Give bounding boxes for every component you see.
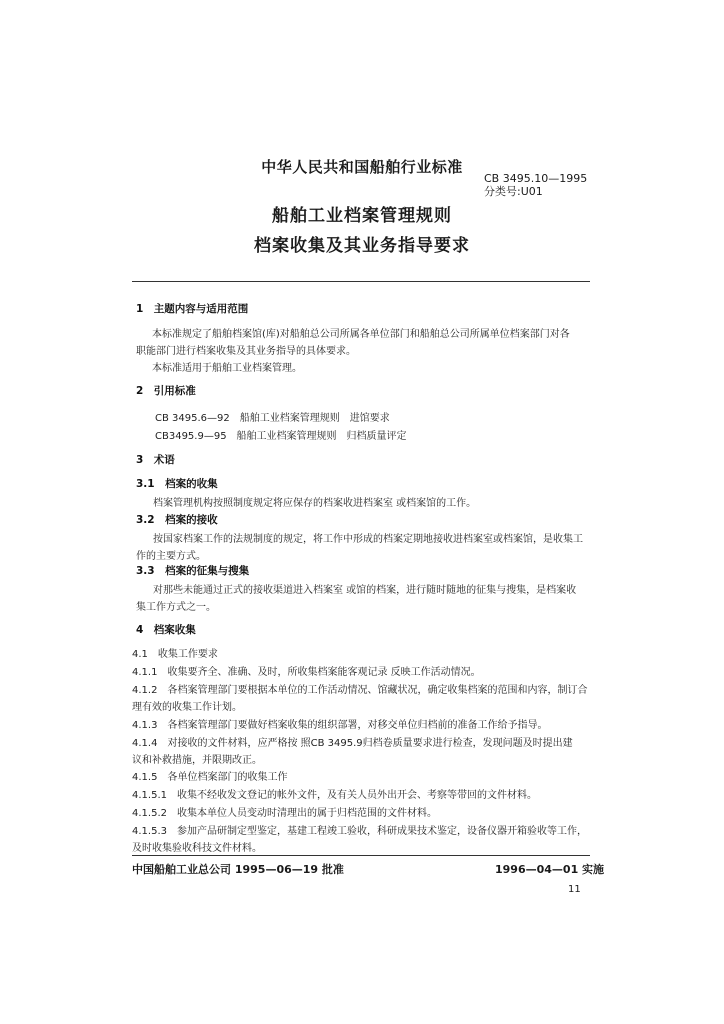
standard-code: CB 3495.10—1995 xyxy=(484,172,588,185)
clause-4-1-5-3-line: 及时收集验收科技文件材料。 xyxy=(132,843,262,854)
classification-number: 分类号:U01 xyxy=(484,185,543,198)
page-number: 11 xyxy=(568,884,581,895)
approval-statement: 中国船舶工业总公司 1995—06—19 批准 xyxy=(132,863,344,876)
clause-4-1-4-line: 4.1.4 对接收的文件材料，应严格按 照CB 3495.9归档卷质量要求进行检查，发现问题及时提出建 xyxy=(132,738,573,749)
subsection-3-1-heading: 3.1 档案的收集 xyxy=(136,478,218,490)
section-4-heading: 4 档案收集 xyxy=(136,624,196,636)
document-title-line2: 档案收集及其业务指导要求 xyxy=(254,236,470,256)
standard-code-block xyxy=(484,172,587,198)
standard-type-title: 中华人民共和国船舶行业标准 xyxy=(261,158,463,176)
clause-4-1-5-3-line: 4.1.5.3 参加产品研制定型鉴定，基建工程竣工验收，科研成果技术鉴定，设备仪器开箱验收等工作， xyxy=(132,826,587,837)
clause-4-1-5: 4.1.5 各单位档案部门的收集工作 xyxy=(132,772,288,783)
reference-item: CB 3495.6—92 船舶工业档案管理规则 进馆要求 xyxy=(155,413,390,424)
effective-date: 1996—04—01 实施 xyxy=(495,863,605,876)
header-divider xyxy=(132,281,590,282)
subsection-3-1-text: 档案管理机构按照制度规定将应保存的档案收进档案室 或档案馆的工作。 xyxy=(153,498,477,509)
section-1-heading: 1 主题内容与适用范围 xyxy=(136,303,249,315)
reference-item: CB3495.9—95 船舶工业档案管理规则 归档质量评定 xyxy=(155,431,407,442)
clause-4-1-5-2: 4.1.5.2 收集本单位人员变动时清理出的属于归档范围的文件材料。 xyxy=(132,808,437,819)
section-1-paragraph: 本标准适用于船舶工业档案管理。 xyxy=(152,363,302,374)
clause-4-1-2-line: 理有效的收集工作计划。 xyxy=(132,702,242,713)
clause-4-1-1: 4.1.1 收集要齐全、准确、及时，所收集档案能客观记录 反映工作活动情况。 xyxy=(132,667,481,678)
clause-4-1-4-line: 议和补救措施，并限期改正。 xyxy=(132,755,262,766)
subsection-3-3-text-line: 集工作方式之一。 xyxy=(136,602,216,613)
clause-4-1-3: 4.1.3 各档案管理部门要做好档案收集的组织部署，对移交单位归档前的准备工作给予指导。 xyxy=(132,720,548,731)
clause-4-1-2-line: 4.1.2 各档案管理部门要根据本单位的工作活动情况、馆藏状况，确定收集档案的范围和内容，制订合 xyxy=(132,685,588,696)
section-1-paragraph-line: 本标准规定了船舶档案馆(库)对船舶总公司所属各单位部门和船舶总公司所属单位档案部门对各 xyxy=(152,329,570,340)
section-2-heading: 2 引用标准 xyxy=(136,385,196,397)
subsection-3-2-text-line: 按国家档案工作的法规制度的规定，将工作中形成的档案定期地接收进档案室或档案馆，是收集工 xyxy=(153,534,583,545)
footer-divider xyxy=(132,855,590,856)
subsection-3-2-text-line: 作的主要方式。 xyxy=(136,551,206,562)
subsection-3-2-heading: 3.2 档案的接收 xyxy=(136,514,218,526)
document-title-line1: 船舶工业档案管理规则 xyxy=(272,206,452,226)
subsection-3-3-text-line: 对那些未能通过正式的接收渠道进入档案室 或馆的档案，进行随时随地的征集与搜集，是档案收 xyxy=(153,585,577,596)
section-1-paragraph-line: 职能部门进行档案收集及其业务指导的具体要求。 xyxy=(136,346,356,357)
clause-4-1: 4.1 收集工作要求 xyxy=(132,649,218,660)
subsection-3-3-heading: 3.3 档案的征集与搜集 xyxy=(136,565,250,577)
section-3-heading: 3 术语 xyxy=(136,454,175,466)
clause-4-1-5-1: 4.1.5.1 收集不经收发文登记的帐外文件，及有关人员外出开会、考察等带回的文件材料。 xyxy=(132,790,537,801)
